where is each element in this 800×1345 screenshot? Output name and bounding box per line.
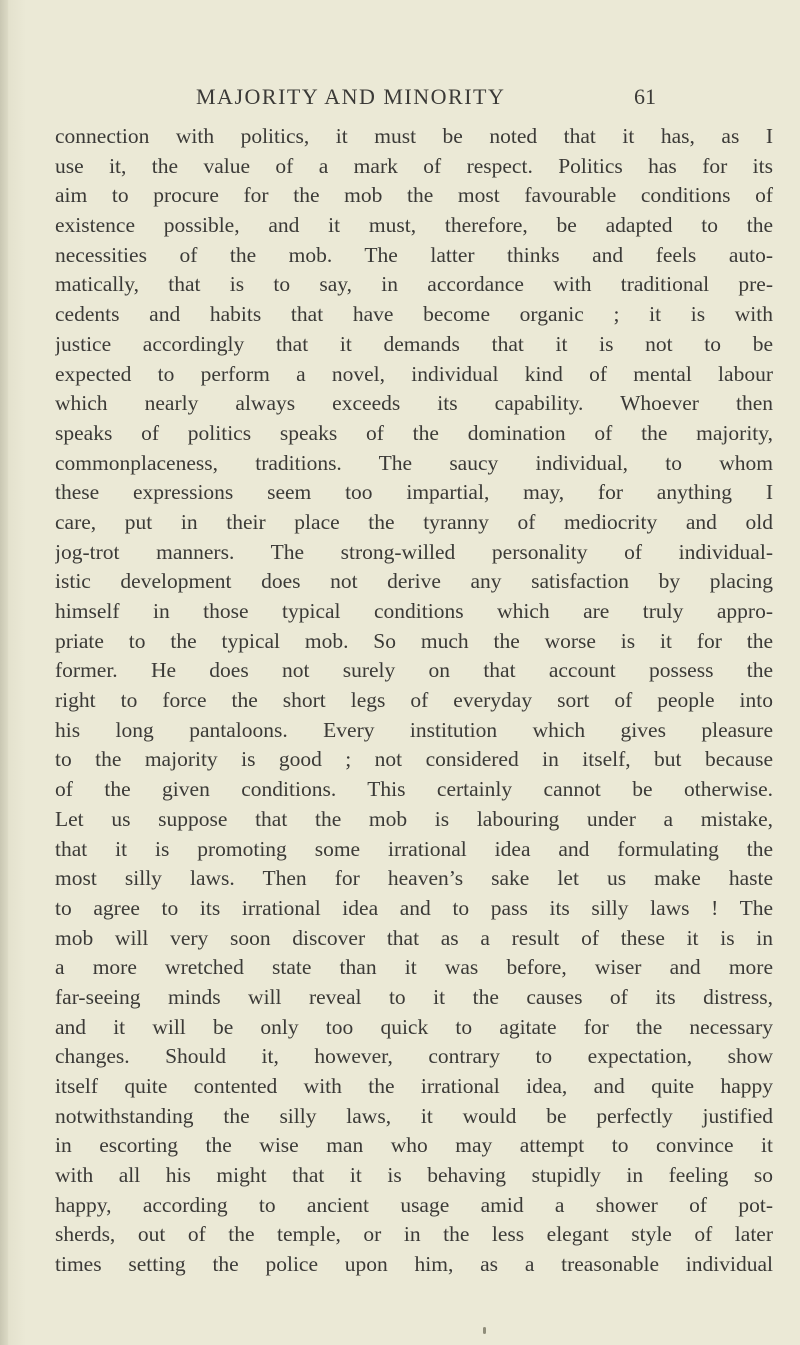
text-line: a more wretched state than it was before, wiser and more xyxy=(55,955,773,980)
running-title: MAJORITY AND MINORITY xyxy=(196,84,506,109)
text-line: matically, that is to say, in accordance with traditional pre- xyxy=(55,272,773,297)
text-line: use it, the value of a mark of respect. Politics has for its xyxy=(55,153,773,178)
text-line: justice accordingly that it demands that it is not to be xyxy=(55,331,773,356)
text-line: himself in those typical conditions which are truly appro- xyxy=(55,599,773,623)
text-line: changes. Should it, however, contrary to expectation, show xyxy=(55,1044,773,1069)
text-line: connection with politics, it must be noted that it has, as I xyxy=(55,124,773,148)
running-header xyxy=(0,84,800,114)
text-line: itself quite contented with the irrational idea, and quite happy xyxy=(55,1074,773,1098)
text-line: which nearly always exceeds its capability. Whoever then xyxy=(55,391,773,416)
text-line: Let us suppose that the mob is labouring under a mistake, xyxy=(55,806,773,831)
text-line: far-seeing minds will reveal to it the causes of its distress, xyxy=(55,984,773,1009)
text-line: to the majority is good ; not considered in itself, but because xyxy=(55,747,773,772)
text-line: happy, according to ancient usage amid a shower of pot- xyxy=(55,1192,773,1217)
page-gutter-shadow xyxy=(0,0,8,1345)
text-line: most silly laws. Then for heaven’s sake let us make haste xyxy=(55,866,773,891)
text-line: existence possible, and it must, therefore, be adapted to the xyxy=(55,213,773,238)
text-line: expected to perform a novel, individual kind of mental labour xyxy=(55,361,773,386)
text-line: times setting the police upon him, as a treasonable individual xyxy=(55,1252,773,1277)
text-line: to agree to its irrational idea and to pass its silly laws ! The xyxy=(55,895,773,920)
text-line: care, put in their place the tyranny of mediocrity and old xyxy=(55,509,773,534)
text-line: jog-trot manners. The strong-willed personality of individual- xyxy=(55,539,773,564)
text-line: sherds, out of the temple, or in the less elegant style of later xyxy=(55,1222,773,1247)
paper-speck xyxy=(483,1327,486,1334)
text-line: priate to the typical mob. So much the worse is it for the xyxy=(55,628,773,653)
text-line: mob will very soon discover that as a result of these it is in xyxy=(55,925,773,950)
text-line: right to force the short legs of everyday sort of people into xyxy=(55,688,773,713)
text-line: that it is promoting some irrational idea and formulating the xyxy=(55,836,773,861)
text-line: necessities of the mob. The latter thinks and feels auto- xyxy=(55,242,773,267)
text-line: with all his might that it is behaving stupidly in feeling so xyxy=(55,1163,773,1188)
text-line: notwithstanding the silly laws, it would be perfectly justified xyxy=(55,1103,773,1128)
text-line: cedents and habits that have become organic ; it is with xyxy=(55,302,773,327)
text-line: of the given conditions. This certainly cannot be otherwise. xyxy=(55,777,773,802)
text-line: former. He does not surely on that account possess the xyxy=(55,658,773,683)
body-text xyxy=(55,122,773,1280)
text-line: speaks of politics speaks of the domination of the majority, xyxy=(55,420,773,445)
page-number: 61 xyxy=(634,84,656,109)
text-line: in escorting the wise man who may attempt to convince it xyxy=(55,1133,773,1158)
text-line: istic development does not derive any satisfaction by placing xyxy=(55,569,773,594)
text-line: these expressions seem too impartial, may, for anything I xyxy=(55,480,773,505)
text-line: commonplaceness, traditions. The saucy individual, to whom xyxy=(55,450,773,475)
text-line: and it will be only too quick to agitate for the necessary xyxy=(55,1014,773,1039)
text-line: his long pantaloons. Every institution which gives pleasure xyxy=(55,717,773,742)
text-line: aim to procure for the mob the most favourable conditions of xyxy=(55,183,773,208)
